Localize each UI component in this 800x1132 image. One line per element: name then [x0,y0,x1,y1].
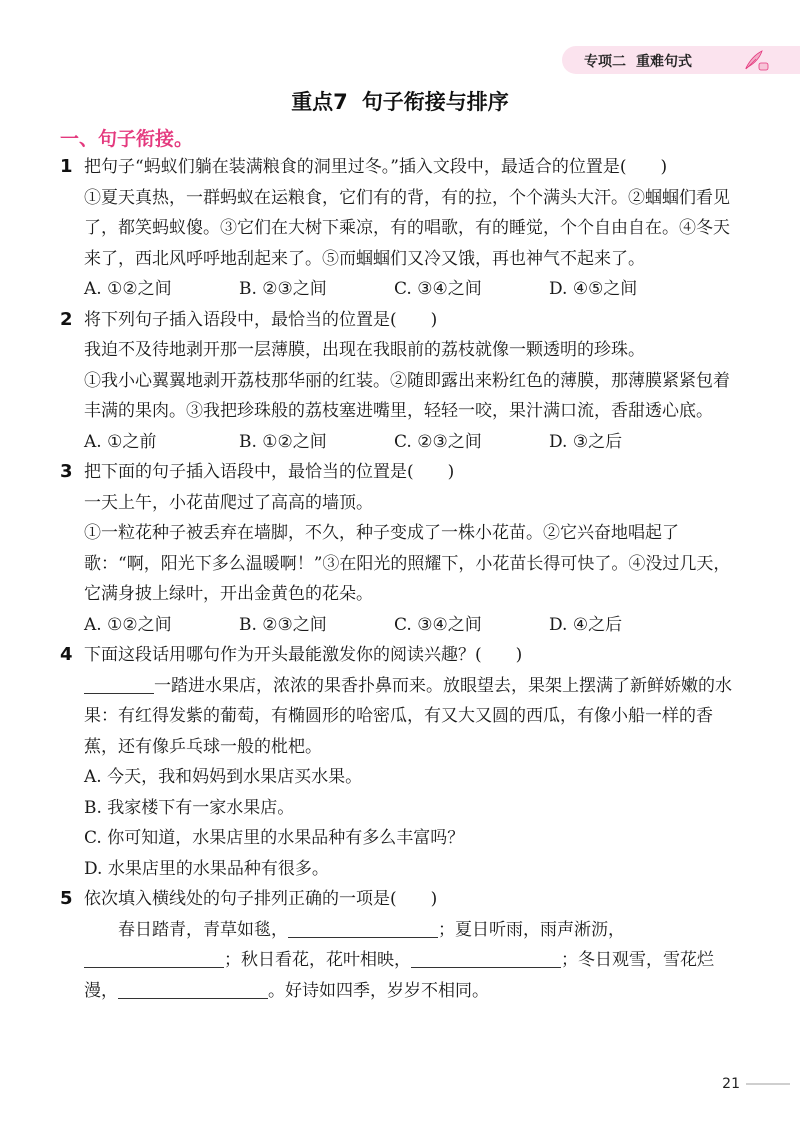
option-b[interactable]: B. 我家楼下有一家水果店。 [84,797,295,818]
question-passage: ①夏天真热，一群蚂蚁在运粮食，它们有的背，有的拉，个个满头大汗。②蝈蝈们看见了，都笑蚂蚁傻。③它们在大树下乘凉，有的唱歌，有的睡觉，个个自由自在。④冬天来了，西北风呼呼地刮起来了。⑤而蝈蝈们又冷又饿，再也神气不起来了。 [84,187,730,269]
passage-part-1: 春日踏青，青草如毯， [118,919,288,940]
tab-part2: 重难句式 [636,54,692,70]
question-passage: ①我小心翼翼地剥开荔枝那华丽的红装。②随即露出来粉红色的薄膜，那薄膜紧紧包着丰满的果肉。③我把珍珠般的荔枝塞进嘴里，轻轻一咬，果汁满口流，香甜透心底。 [84,370,730,421]
section-heading: 一、句子衔接。 [60,128,194,150]
answer-blank[interactable] [84,675,154,694]
option-a[interactable]: A. ①②之间 [84,614,172,635]
question-passage: ①一粒花种子被丢弃在墙脚，不久，种子变成了一株小花苗。②它兴奋地唱起了歌：“啊，阳光下多么温暖啊！”③在阳光的照耀下，小花苗长得可快了。④没过几天，它满身披上绿叶，开出金黄色的花朵。 [84,523,731,604]
tab-part1: 专项二 [584,54,626,70]
question-3 [60,457,740,640]
answer-blank-3[interactable] [411,949,561,968]
page-number: 21 [722,1076,740,1092]
question-2 [60,305,740,458]
option-d[interactable]: D. ④之后 [549,614,623,635]
page-number-rule [746,1083,790,1085]
question-1 [60,152,740,305]
fill-in-passage [84,915,740,1007]
answer-blank-1[interactable] [288,919,438,938]
question-prompt: 把下面的句子插入语段中，最恰当的位置是( ) [84,462,455,482]
question-prompt: 下面这段话用哪句作为开头最能激发你的阅读兴趣？( ) [84,645,523,665]
question-number: 4 [60,644,73,665]
option-list [84,274,740,305]
question-5 [60,884,740,1006]
option-a[interactable]: A. ①②之间 [84,279,172,299]
passage-part-2: ；夏日听雨，雨声淅沥， [438,919,625,940]
option-d[interactable]: D. 水果店里的水果品种有很多。 [84,858,329,879]
question-number: 3 [60,461,73,482]
option-list [84,427,740,458]
option-c[interactable]: C. 你可知道，水果店里的水果品种有多么丰富吗？ [84,828,465,848]
option-b[interactable]: B. ②③之间 [239,279,327,299]
section-tab [562,46,800,74]
question-4 [60,640,740,884]
passage-part-4: ；冬日观雪，雪花烂漫， [84,950,714,1001]
option-d[interactable]: D. ④⑤之间 [549,279,638,299]
passage-part-5: 。好诗如四季，岁岁不相同。 [268,980,489,1001]
question-list [60,152,740,1006]
option-d[interactable]: D. ③之后 [549,431,623,452]
option-c[interactable]: C. ③④之间 [394,279,482,299]
question-sentence: 一天上午，小花苗爬过了高高的墙顶。 [84,492,373,513]
title-text: 句子衔接与排序 [361,90,509,114]
page-title [0,86,800,116]
title-number: 重点7 [291,90,348,114]
answer-blank-2[interactable] [84,949,224,968]
question-passage-wrap [84,671,740,763]
question-prompt: 依次填入横线处的句子排列正确的一项是( ) [84,889,438,909]
answer-blank-4[interactable] [118,980,268,999]
option-b[interactable]: B. ①②之间 [239,431,327,452]
question-passage: 一踏进水果店，浓浓的果香扑鼻而来。放眼望去，果架上摆满了新鲜娇嫩的水果：有红得发紫的葡萄，有椭圆形的哈密瓜，有又大又圆的西瓜，有像小船一样的香蕉，还有像乒乓球一般的枇杷。 [84,675,732,757]
quill-pen-icon [742,48,770,72]
question-sentence: 我迫不及待地剥开那一层薄膜，出现在我眼前的荔枝就像一颗透明的珍珠。 [84,340,645,360]
option-a[interactable]: A. 今天，我和妈妈到水果店买水果。 [84,767,363,787]
option-a[interactable]: A. ①之前 [84,431,157,452]
passage-part-3: ；秋日看花，花叶相映， [224,950,411,970]
question-prompt: 将下列句子插入语段中，最恰当的位置是( ) [84,309,438,330]
question-number: 5 [60,888,73,909]
option-c[interactable]: C. ③④之间 [394,614,482,635]
option-b[interactable]: B. ②③之间 [239,614,327,635]
question-prompt: 把句子“蚂蚁们躺在装满粮食的洞里过冬。”插入文段中，最适合的位置是( ) [84,157,668,177]
question-number: 1 [60,156,73,177]
option-c[interactable]: C. ②③之间 [394,431,482,452]
section-tab-label [584,51,702,71]
option-list [84,610,740,641]
question-number: 2 [60,308,73,330]
